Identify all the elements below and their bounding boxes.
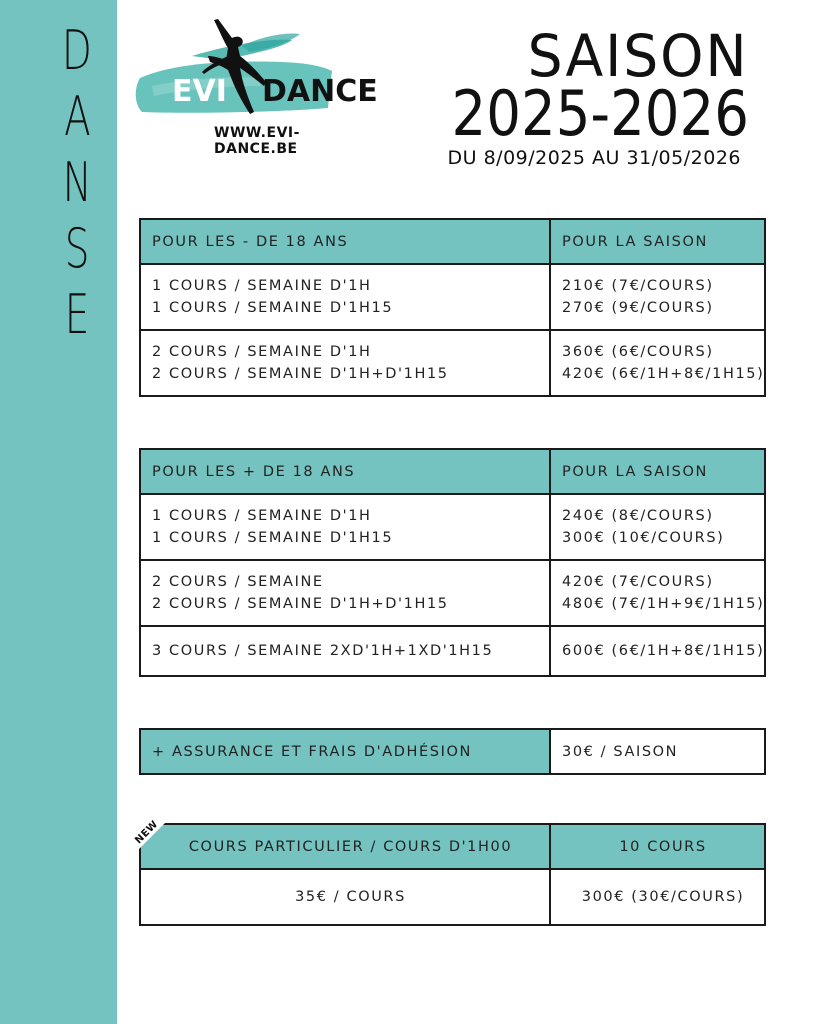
price-cell bbox=[550, 560, 765, 626]
table-header-cell: POUR LES - DE 18 ANS bbox=[140, 219, 550, 264]
course-line: 1 COURS / SEMAINE D'1H bbox=[152, 278, 372, 294]
price-cell bbox=[550, 330, 765, 396]
table-header-row bbox=[140, 824, 765, 869]
vertical-letter: D bbox=[62, 19, 92, 82]
course-cell bbox=[140, 560, 550, 626]
course-line: 2 COURS / SEMAINE D'1H+D'1H15 bbox=[152, 596, 449, 612]
vertical-letter: A bbox=[63, 85, 91, 148]
price-line: 480€ (7€/1H+9€/1H15) bbox=[562, 596, 765, 612]
vertical-title bbox=[42, 18, 112, 348]
vertical-letter: N bbox=[62, 151, 92, 214]
private-lesson-title: COURS PARTICULIER / COURS D'1H00 bbox=[188, 838, 513, 855]
course-cell bbox=[140, 330, 550, 396]
course-line: 2 COURS / SEMAINE bbox=[152, 574, 324, 590]
season-years: 2025-2026 bbox=[451, 77, 749, 150]
table-header-cell: POUR LA SAISON bbox=[550, 449, 765, 494]
price-cell bbox=[550, 626, 765, 676]
vertical-letter: S bbox=[64, 217, 90, 280]
website-url[interactable]: WWW.EVI-DANCE.BE bbox=[214, 125, 300, 157]
private-lessons-table bbox=[133, 818, 766, 926]
price-line: 300€ (10€/COURS) bbox=[562, 530, 725, 546]
price-line: 600€ (6€/1H+8€/1H15) bbox=[562, 643, 765, 659]
table-row bbox=[140, 264, 765, 330]
table-row bbox=[140, 869, 765, 925]
price-cell bbox=[550, 494, 765, 560]
price-cell bbox=[550, 264, 765, 330]
price-table-under-18 bbox=[139, 218, 766, 397]
table-row bbox=[140, 494, 765, 560]
table-header-cell: POUR LES + DE 18 ANS bbox=[140, 449, 550, 494]
course-cell bbox=[140, 494, 550, 560]
course-cell bbox=[140, 626, 550, 676]
insurance-table bbox=[139, 728, 766, 775]
course-line: 1 COURS / SEMAINE D'1H15 bbox=[152, 530, 394, 546]
logo-dance-text: DANCE bbox=[262, 74, 378, 109]
course-line: 1 COURS / SEMAINE D'1H bbox=[152, 508, 372, 524]
price-cell: 35€ / COURS bbox=[140, 869, 550, 925]
table-row bbox=[140, 626, 765, 676]
season-title: SAISON bbox=[528, 22, 749, 90]
table-header-row bbox=[140, 449, 765, 494]
price-table-over-18 bbox=[139, 448, 766, 677]
course-line: 1 COURS / SEMAINE D'1H15 bbox=[152, 300, 394, 316]
insurance-price: 30€ / SAISON bbox=[550, 729, 765, 774]
vertical-letter: E bbox=[64, 283, 90, 346]
price-line: 420€ (7€/COURS) bbox=[562, 574, 714, 590]
new-badge-text: NEW bbox=[133, 818, 161, 847]
price-cell: 300€ (30€/COURS) bbox=[550, 869, 765, 925]
price-line: 420€ (6€/1H+8€/1H15) bbox=[562, 366, 765, 382]
table-header-cell: 10 COURS bbox=[550, 824, 765, 869]
table-header-cell bbox=[133, 818, 550, 869]
price-line: 210€ (7€/COURS) bbox=[562, 278, 714, 294]
season-dates: DU 8/09/2025 AU 31/05/2026 bbox=[447, 147, 741, 169]
logo-evi-text: EVI bbox=[172, 74, 227, 109]
course-cell bbox=[140, 264, 550, 330]
table-row bbox=[140, 330, 765, 396]
price-line: 240€ (8€/COURS) bbox=[562, 508, 714, 524]
insurance-label: + ASSURANCE ET FRAIS D'ADHÉSION bbox=[140, 729, 550, 774]
course-line: 2 COURS / SEMAINE D'1H bbox=[152, 344, 372, 360]
course-line: 3 COURS / SEMAINE 2XD'1H+1XD'1H15 bbox=[152, 643, 494, 659]
course-line: 2 COURS / SEMAINE D'1H+D'1H15 bbox=[152, 366, 449, 382]
table-header-row bbox=[140, 219, 765, 264]
sidebar-band bbox=[0, 0, 117, 1024]
new-badge bbox=[135, 813, 187, 865]
table-row bbox=[140, 560, 765, 626]
price-line: 270€ (9€/COURS) bbox=[562, 300, 714, 316]
logo bbox=[132, 16, 382, 157]
table-header-cell: POUR LA SAISON bbox=[550, 219, 765, 264]
table-row bbox=[140, 729, 765, 774]
price-line: 360€ (6€/COURS) bbox=[562, 344, 714, 360]
